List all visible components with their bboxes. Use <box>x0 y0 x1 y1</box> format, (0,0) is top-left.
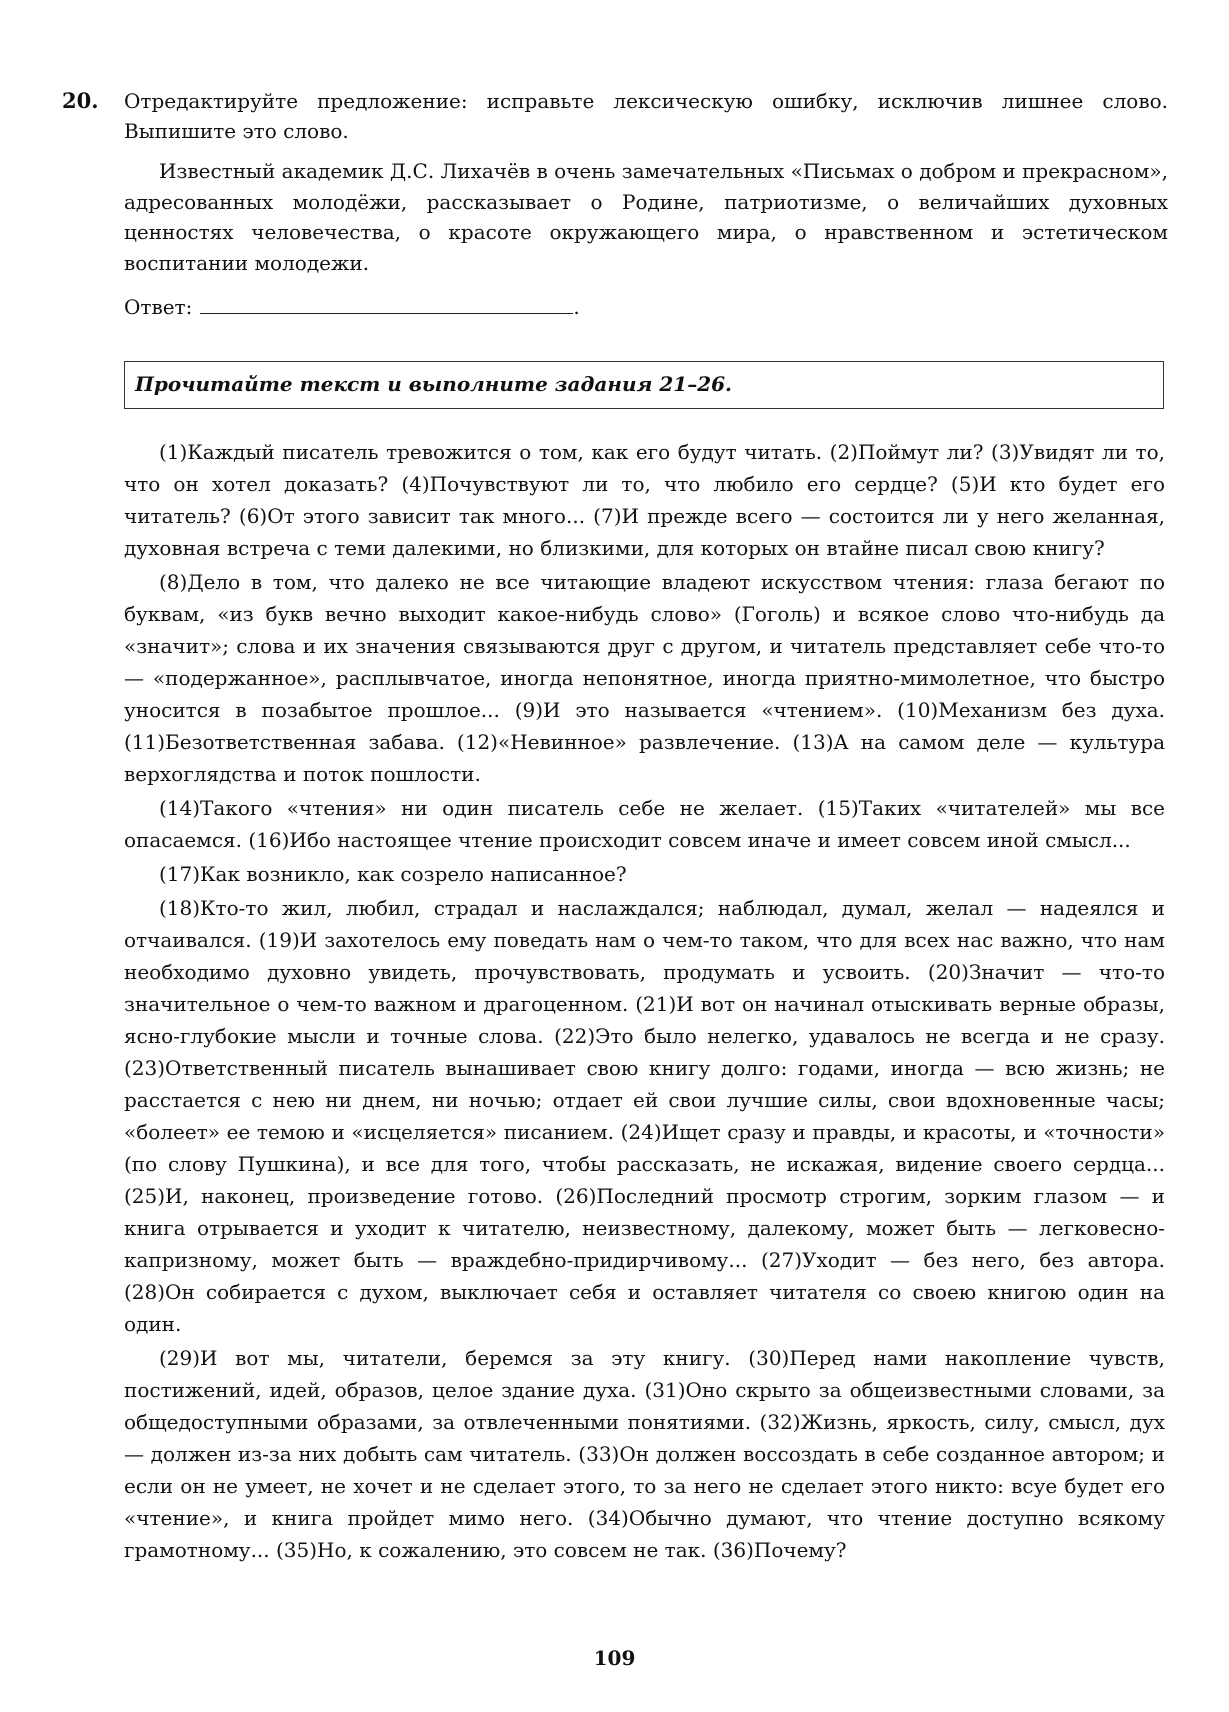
reading-text <box>124 436 1165 1566</box>
task-instruction: Отредактируйте предложение: исправьте лексическую ошибку, исключив лишнее слово. Выпишите это слово. <box>124 89 1168 143</box>
paragraph: (1)Каждый писатель тревожится о том, как его будут читать. (2)Поймут ли? (3)Увидят ли то, что он хотел доказать? (4)Почувствуют ли то, что любило его сердце? (5)И кто будет его читатель? (6)От этого зависит так много... (7)И прежде всего — состоится ли у него желанная, духовная встреча с теми далекими, но близкими, для которых он втайне писал свою книгу? <box>124 440 1165 560</box>
answer-end: . <box>573 295 580 319</box>
paragraph: (8)Дело в том, что далеко не все читающие владеют искусством чтения: глаза бегают по буквам, «из букв вечно выходит какое-нибудь слово» (Гоголь) и всякое слово что-нибудь да «значит»; слова и их значения связываются друг с другом, и читатель представляет себе что-то — «подержанное», расплывчатое, иногда непонятное, иногда приятно-мимолетное, что быстро уносится в позабытое прошлое... (9)И это называется «чтением». (10)Механизм без духа. (11)Безответственная забава. (12)«Невинное» развлечение. (13)А на самом деле — культура верхоглядства и поток пошлости. <box>124 570 1165 786</box>
paragraph: (29)И вот мы, читатели, беремся за эту книгу. (30)Перед нами накопление чувств, постижений, идей, образов, целое здание духа. (31)Оно скрыто за общеизвестными словами, за общедоступными образами, за отвлеченными понятиями. (32)Жизнь, яркость, силу, смысл, дух — должен из-за них добыть сам читатель. (33)Он должен воссоздать в себе созданное автором; и если он не умеет, не хочет и не сделает этого, то за него не сделает этого никто: всуе будет его «чтение», и книга пройдет мимо него. (34)Обычно думают, что чтение доступно всякому грамотному... (35)Но, к сожалению, это совсем не так. (36)Почему? <box>124 1346 1165 1562</box>
page-number: 109 <box>593 1646 636 1670</box>
reading-instruction-box: Прочитайте текст и выполните задания 21–26. <box>124 361 1164 409</box>
task-number: 20. <box>62 88 99 113</box>
paragraph: (14)Такого «чтения» ни один писатель себе не желает. (15)Таких «читателей» мы все опасаемся. (16)Ибо настоящее чтение происходит совсем иначе и имеет совсем иной смысл... <box>124 796 1165 852</box>
task-20 <box>62 86 1168 322</box>
paragraph: (17)Как возникло, как созрело написанное? <box>159 862 627 886</box>
answer-blank-line[interactable] <box>200 293 573 314</box>
task-sentence: Известный академик Д.С. Лихачёв в очень замечательных «Письмах о добром и прекрасном», адресованных молодёжи, рассказывает о Родине, патриотизме, о величайших духовных ценностях человечества, о красоте окружающего мира, о нравственном и эстетическом воспитании молодежи. <box>124 159 1168 275</box>
answer-label: Ответ: <box>124 295 193 319</box>
paragraph: (18)Кто-то жил, любил, страдал и наслаждался; наблюдал, думал, желал — надеялся и отчаивался. (19)И захотелось ему поведать нам о чем-то таком, что для всех нас важно, что нам необходимо духовно увидеть, прочувствовать, продумать и усвоить. (20)Значит — что-то значительное о чем-то важном и драгоценном. (21)И вот он начинал отыскивать верные образы, ясно-глубокие мысли и точные слова. (22)Это было нелегко, удавалось не всегда и не сразу. (23)Ответственный писатель вынашивает свою книгу долго: годами, иногда — всю жизнь; не расстается с нею ни днем, ни ночью; отдает ей свои лучшие силы, свои вдохновенные часы; «болеет» ее темою и «исцеляется» писанием. (24)Ищет сразу и правды, и красоты, и «точности» (по слову Пушкина), и все для того, чтобы рассказать, не искажая, видение своего сердца... (25)И, наконец, произведение готово. (26)Последний просмотр строгим, зорким глазом — и книга отрывается и уходит к читателю, неизвестному, далекому, может быть — легковесно-капризному, может быть — враждебно-придирчивому... (27)Уходит — без него, без автора. (28)Он собирается с духом, выключает себя и оставляет читателя со своею книгою один на один. <box>124 896 1165 1336</box>
answer-row <box>124 292 1168 322</box>
